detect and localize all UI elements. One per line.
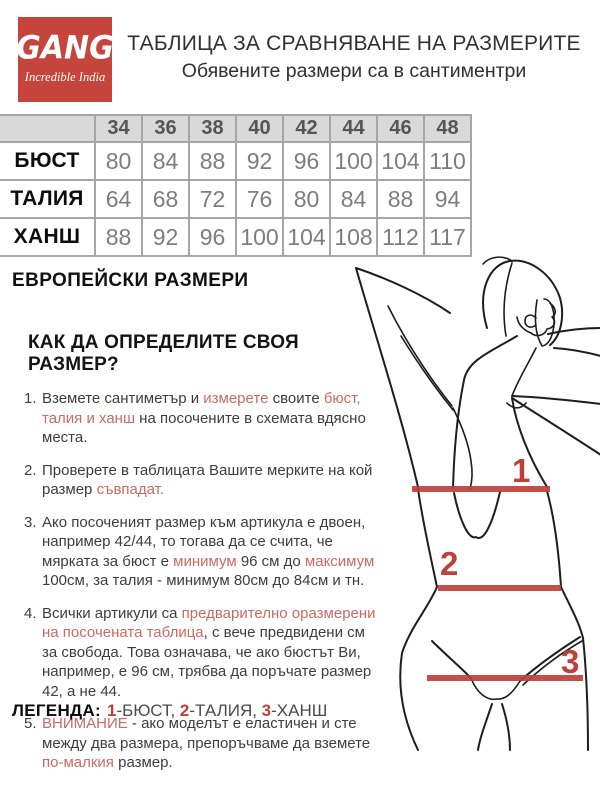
- waist-marker: 2: [440, 545, 459, 582]
- measurement-value: 88: [377, 180, 424, 218]
- measurement-value: 80: [283, 180, 330, 218]
- bikini-left-edge: [432, 641, 471, 678]
- size-column-header: 46: [377, 115, 424, 142]
- measurement-value: 108: [330, 218, 377, 256]
- thumb-bump: [525, 315, 536, 327]
- measurement-value: 104: [377, 142, 424, 180]
- torso-right-side: [547, 491, 588, 750]
- european-sizes-heading: ЕВРОПЕЙСКИ РАЗМЕРИ: [12, 270, 249, 291]
- right-forearm-bottom: [554, 348, 600, 356]
- instruction-item: [24, 604, 394, 702]
- measurement-value: 112: [377, 218, 424, 256]
- instruction-item: [24, 461, 394, 500]
- table-row: [0, 142, 471, 180]
- instruction-item: [24, 513, 394, 591]
- legend: [12, 701, 327, 721]
- measurement-value: 64: [95, 180, 142, 218]
- measurement-value: 100: [236, 218, 283, 256]
- instruction-number: 1.: [24, 390, 37, 407]
- measurement-value: 94: [424, 180, 471, 218]
- table-row: [0, 218, 471, 256]
- table-corner-cell: [0, 115, 95, 142]
- measurement-row-label: ТАЛИЯ: [0, 180, 95, 218]
- measurement-value: 110: [424, 142, 471, 180]
- right-forearm-top: [548, 328, 600, 334]
- neck-to-shoulder: [512, 348, 536, 396]
- size-column-header: 34: [95, 115, 142, 142]
- torso-left-side: [400, 489, 437, 750]
- gang-logo: [18, 17, 112, 102]
- logo-tagline: Incredible India: [24, 70, 106, 84]
- measurement-value: 92: [142, 218, 189, 256]
- jaw-line: [517, 317, 531, 333]
- instruction-text: ВНИМАНИЕ - ако моделът е еластичен и сте между два размера, препоръчваме да вземете по-малкия размер.: [42, 715, 371, 771]
- size-column-header: 36: [142, 115, 189, 142]
- instruction-text: Проверете в таблицата Вашите мерките на кой размер съвпадат.: [42, 461, 373, 498]
- instruction-number: 4.: [24, 604, 37, 622]
- page-title: ТАБЛИЦА ЗА СРАВНЯВАНЕ НА РАЗМЕРИТЕ: [127, 32, 581, 55]
- page-subtitle: Обявените размери са в сантиментри: [181, 60, 527, 82]
- left-forearm: [356, 268, 450, 313]
- measurement-value: 117: [424, 218, 471, 256]
- hair-inner-strand: [504, 263, 512, 336]
- size-column-header: 40: [236, 115, 283, 142]
- neck-chest-line: [453, 336, 517, 488]
- v-neck-line: [454, 492, 500, 538]
- legend-label: ЛЕГЕНДА:: [12, 701, 101, 720]
- measurement-value: 80: [95, 142, 142, 180]
- instruction-text: Всички артикули са предварително оразмерени на посочената таблица, с вече предвидени см за свобода. Това означава, че ако бюстът Ви, например, е 96 см, трябва да поръчате размер 42, а не 44.: [42, 604, 376, 700]
- logo-brand-name: GANG: [16, 29, 114, 68]
- instruction-number: 2.: [24, 461, 37, 479]
- size-column-header: 42: [283, 115, 330, 142]
- hip-marker: 3: [561, 643, 580, 680]
- how-to-heading: КАК ДА ОПРЕДЕЛИТЕ СВОЯ РАЗМЕР?: [28, 332, 299, 375]
- measurement-value: 68: [142, 180, 189, 218]
- left-arm-inner-a: [388, 306, 452, 406]
- table-row: [0, 180, 471, 218]
- size-column-header: 38: [189, 115, 236, 142]
- measurement-value: 88: [189, 142, 236, 180]
- measurement-value: 84: [330, 180, 377, 218]
- measurement-value: 92: [236, 142, 283, 180]
- measurement-value: 96: [189, 218, 236, 256]
- size-table: [0, 114, 472, 257]
- collarbone-detail: [507, 403, 526, 408]
- bikini-crotch: [471, 678, 520, 699]
- size-column-header: 48: [424, 115, 471, 142]
- legend-items: 1-БЮСТ, 2-ТАЛИЯ, 3-ХАНШ: [106, 701, 328, 720]
- measurement-row-label: БЮСТ: [0, 142, 95, 180]
- bust-marker: 1: [512, 452, 531, 489]
- instruction-number: 3.: [24, 513, 37, 531]
- right-leg-inner: [502, 704, 510, 750]
- header-titles: [115, 31, 593, 83]
- instruction-item: [24, 714, 394, 773]
- left-leg-inner: [478, 704, 492, 750]
- measurement-row-label: ХАНШ: [0, 218, 95, 256]
- size-column-header: 44: [330, 115, 377, 142]
- measurement-value: 76: [236, 180, 283, 218]
- instruction-number: 5.: [24, 715, 37, 732]
- measurement-value: 100: [330, 142, 377, 180]
- instruction-text: Вземете сантиметър и измерете своите бюст, талия и ханш на посочените в схемата вдясно места.: [42, 390, 366, 446]
- measurement-value: 84: [142, 142, 189, 180]
- measurement-value: 104: [283, 218, 330, 256]
- measurement-value: 72: [189, 180, 236, 218]
- measurement-value: 88: [95, 218, 142, 256]
- hand-fingers: [535, 299, 554, 346]
- measurement-value: 96: [283, 142, 330, 180]
- instruction-item: [24, 389, 394, 448]
- instruction-text: Ако посоченият размер към артикула е двоен, например 42/44, то тогава да се счита, че мярката за бюст е минимум 96 см до максимум 100см, за талия - минимум 80см до 84см и тн.: [42, 513, 375, 589]
